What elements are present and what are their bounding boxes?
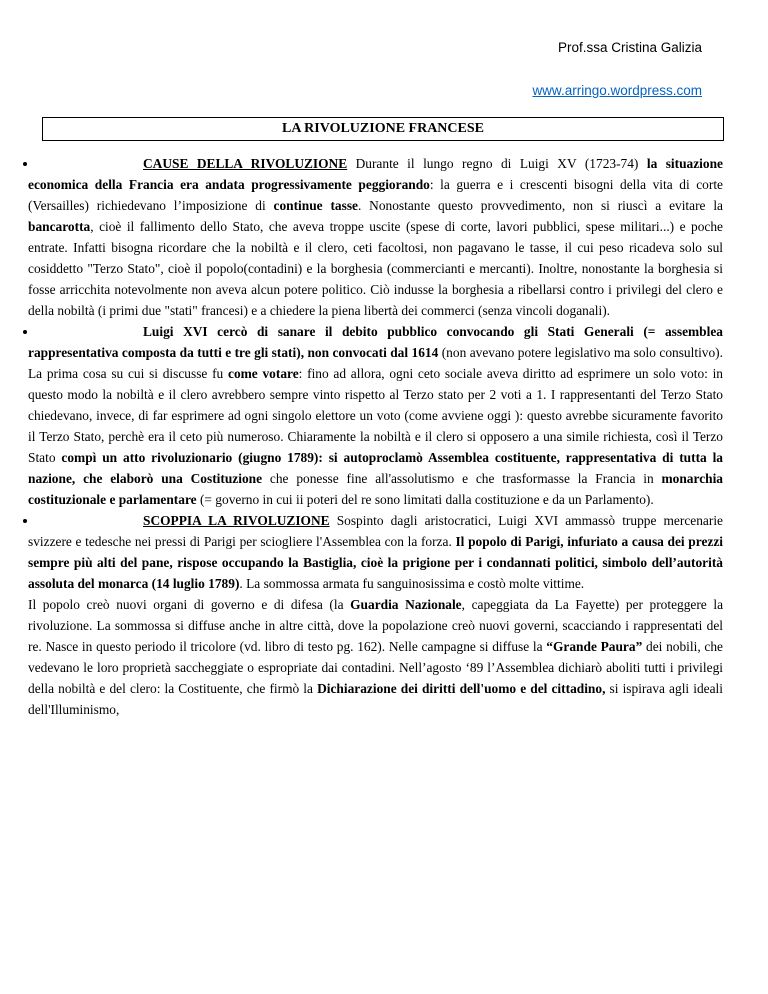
bold-text: “Grande Paura”	[546, 639, 643, 654]
text: Durante il lungo regno di Luigi XV (1723-74)	[347, 156, 647, 171]
bold-text: Guardia Nazionale	[350, 597, 462, 612]
text: (non avevano potere legislativo ma solo consultivo). La prima cosa su cui si discusse fu	[28, 345, 723, 381]
text: (= governo in cui ii poteri del re sono limitati dalla costituzione e da un Parlamento).	[196, 492, 654, 507]
bold-text: bancarotta	[28, 219, 91, 234]
bold-text: Luigi XVI cercò di sanare il debito pubblico convocando gli Stati Generali (= assemblea rappresentativa composta da tutti e tre gli stati), non convocati dal 1614	[28, 324, 723, 360]
bold-text: Dichiarazione dei diritti dell'uomo e del cittadino,	[317, 681, 606, 696]
text: . La sommossa armata fu sanguinosissima e costò molte vittime.	[239, 576, 585, 591]
bullet-icon	[23, 519, 27, 523]
website-link[interactable]: www.arringo.wordpress.com	[532, 83, 702, 98]
text: : la guerra e i crescenti bisogni della vita di corte (Versailles) richiedevano l’imposizione di	[28, 177, 723, 213]
text: Sospinto dagli aristocratici, Luigi XVI ammassò truppe mercenarie svizzere e tedesche nei pressi di Parigi per sciogliere l'Assemblea con la forza.	[28, 513, 723, 549]
section-heading: SCOPPIA LA RIVOLUZIONE	[143, 513, 330, 528]
bullet-icon	[23, 162, 27, 166]
bold-text: monarchia costituzionale e parlamentare	[28, 471, 723, 507]
list-item	[23, 510, 723, 594]
text: dei nobili, che vedevano le loro proprietà saccheggiate o espropriate dai contadini. Nell’agosto ‘89 l’Assemblea dichiarò aboliti tutti i privilegi della nobiltà e del clero: la Costituente, che firmò la	[28, 639, 724, 696]
list-item	[23, 321, 723, 510]
text: Il popolo creò nuovi organi di governo e di difesa (la	[28, 597, 351, 612]
list-item	[23, 153, 723, 321]
text: che ponesse fine all'assolutismo e che trasformasse la Francia in	[262, 471, 662, 486]
document-body	[23, 153, 723, 720]
bold-text: compì un atto rivoluzionario (giugno 1789): si autoproclamò Assemblea costituente, rappresentativa di tutta la nazione, che elaborò una Costituzione	[28, 450, 724, 486]
text: : fino ad allora, ogni ceto sociale aveva diritto ad esprimere un solo voto: in questo modo la nobiltà e il clero avrebbero sempre vinto rispetto al Terzo stato per 2 voti a 1. I rappresentanti del Terzo Stato chiedevano, invece, di far esprimere ad ogni singolo elettore un voto (come avviene oggi ): questo avrebbe sicuramente favorito il Terzo Stato, perchè era il ceto più numeroso. Chiaramente la nobiltà e il clero si opposero a una simile richiesta, così il Terzo Stato	[28, 366, 724, 465]
bullet-icon	[23, 330, 27, 334]
text: . Nonostante questo provvedimento, non si riuscì a evitare la	[357, 198, 723, 213]
text: si ispirava agli ideali dell'Illuminismo,	[28, 681, 723, 717]
bold-text: come votare	[228, 366, 299, 381]
paragraph	[23, 594, 723, 720]
text: , cioè il fallimento dello Stato, che aveva troppe uscite (spese di corte, lavori pubblici, spese militari...) e poche entrate. Infatti bisogna ricordare che la nobiltà e il clero, ceti facoltosi, non pagavano le tasse, il cui peso ricadeva solo sul cosiddetto "Terzo Stato", cioè il popolo(contadini) e la borghesia (commercianti e mercanti). Inoltre, nonostante la borghesia si fosse arricchita notevolmente non aveva alcun potere politico. Ciò indusse la borghesia a ribellarsi contro i privilegi del clero e della nobiltà (i primi due "stati" francesi) e a chiedere la piena libertà dei commerci (senza vincoli doganali).	[28, 219, 723, 318]
document-title: LA RIVOLUZIONE FRANCESE	[42, 117, 724, 141]
text: , capeggiata da La Fayette) per proteggere la rivoluzione. La sommossa si diffuse anche in altre città, dove la popolazione creò nuovi governi, scacciando i rappresentati del re. Nasce in questo periodo il tricolore (vd. libro di testo pg. 162). Nelle campagne si diffuse la	[28, 597, 724, 654]
section-heading: CAUSE DELLA RIVOLUZIONE	[143, 156, 348, 171]
bold-text: Il popolo di Parigi, infuriato a causa dei prezzi sempre più alti del pane, rispose occupando la Bastiglia, cioè la prigione per i condannati politici, simbolo dell’autorità assoluta del monarca (14 luglio 1789)	[28, 534, 723, 591]
bold-text: la situazione economica della Francia era andata progressivamente peggiorando	[28, 156, 723, 192]
bold-text: continue tasse	[273, 198, 358, 213]
author-header: Prof.ssa Cristina Galizia	[557, 40, 702, 55]
